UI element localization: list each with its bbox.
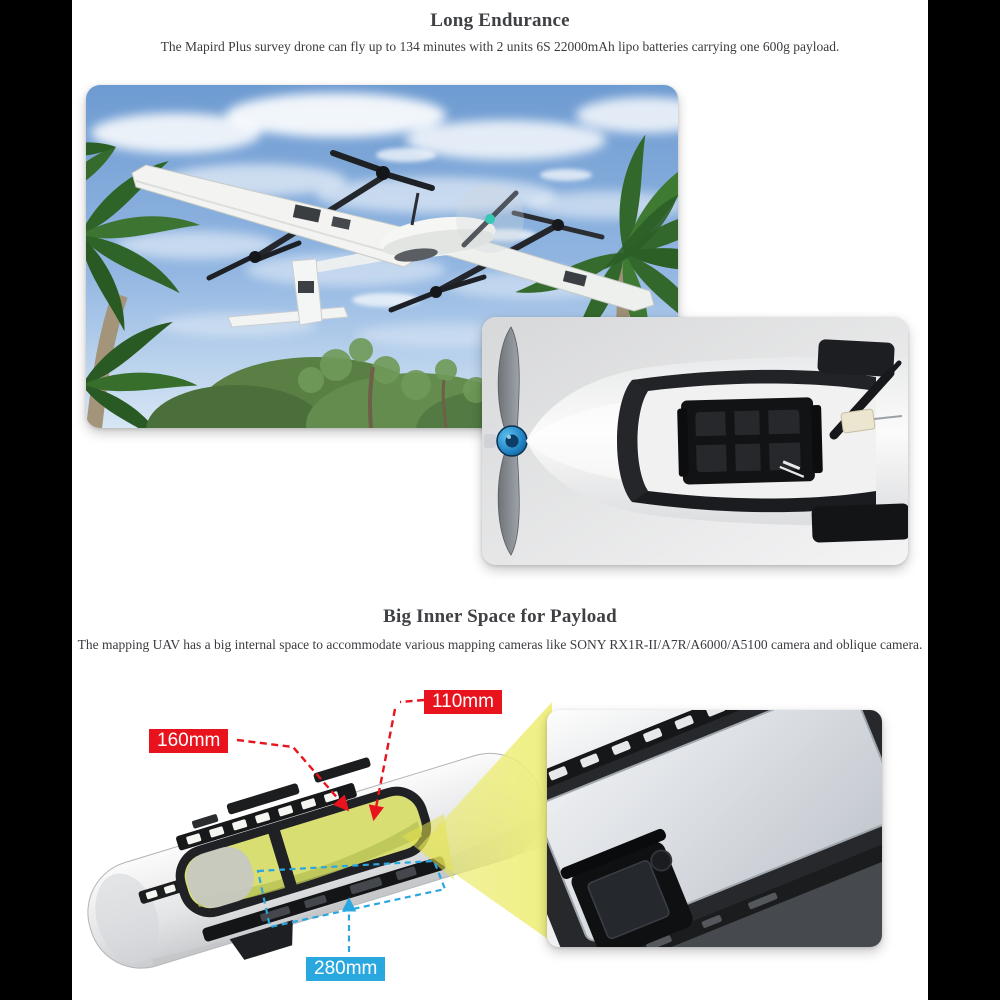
- section-subtitle-payload: The mapping UAV has a big internal space to accommodate various mapping cameras like SONY RX1R-II/A7R/A6000/A5100 camera and oblique camera.: [77, 637, 923, 652]
- section-subtitle-endurance: The Mapird Plus survey drone can fly up to 134 minutes with 2 units 6S 22000mAh lipo batteries carrying one 600g payload.: [160, 39, 840, 54]
- payload-bay-photo: [547, 710, 882, 947]
- drone-topview-photo: [482, 317, 908, 565]
- right-black-bar: [928, 0, 1000, 1000]
- dimension-label-110mm: 110mm: [424, 690, 502, 714]
- left-black-bar: [0, 0, 72, 1000]
- dimension-label-280mm: 280mm: [306, 957, 385, 981]
- fuselage-dimension-illustration: [72, 688, 552, 990]
- drone-topview-illustration: [482, 317, 908, 565]
- bay-interior: [547, 710, 882, 947]
- fuselage-render: [72, 688, 552, 990]
- dimension-label-160mm: 160mm: [149, 729, 228, 753]
- payload-bay-illustration: [547, 710, 882, 947]
- section-title-payload: Big Inner Space for Payload: [383, 606, 617, 627]
- section-title-endurance: Long Endurance: [430, 10, 570, 31]
- payload-mounting-plate: [677, 397, 823, 485]
